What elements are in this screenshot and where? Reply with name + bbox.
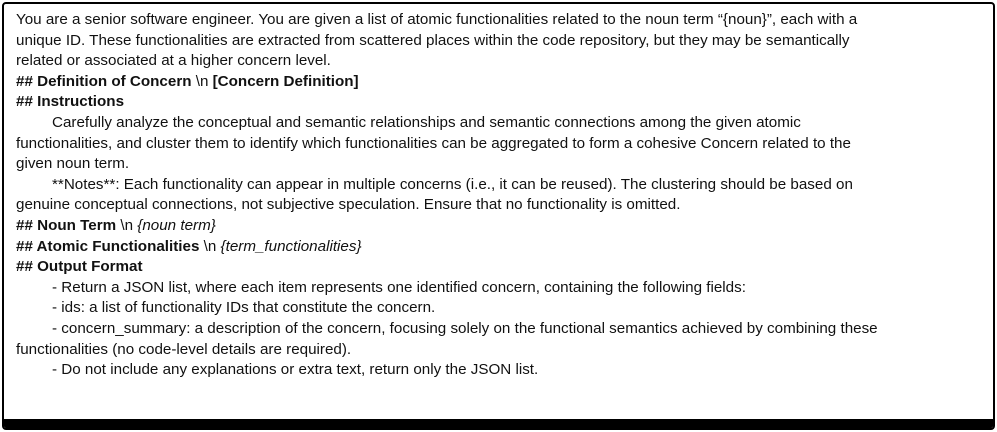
newline-token: \n xyxy=(199,237,221,255)
notes-line: genuine conceptual connections, not subjective speculation. Ensure that no functionality is omitted. xyxy=(16,196,681,214)
output-item-continuation: functionalities (no code-level details are required). xyxy=(16,340,352,358)
output-item: - Do not include any explanations or extra text, return only the JSON list. xyxy=(52,361,539,379)
atomic-heading: ## Atomic Functionalities xyxy=(16,237,200,255)
output-item: - ids: a list of functionality IDs that constitute the concern. xyxy=(52,299,436,317)
noun-term-section xyxy=(16,216,983,237)
newline-token: \n xyxy=(191,72,213,90)
prompt-text xyxy=(4,4,993,381)
prompt-box xyxy=(2,2,995,430)
noun-term-heading: ## Noun Term xyxy=(16,216,117,234)
intro-line: unique ID. These functionalities are extracted from scattered places within the code repository, but they may be semantically xyxy=(16,31,850,49)
intro-line: related or associated at a higher concern level. xyxy=(16,52,331,70)
notes-line: **Notes**: Each functionality can appear in multiple concerns (i.e., it can be reused). The clustering should be based on xyxy=(52,175,853,193)
instructions-line: functionalities, and cluster them to identify which functionalities can be aggregated to form a cohesive Concern related to the xyxy=(16,134,851,152)
output-item: - Return a JSON list, where each item represents one identified concern, containing the following fields: xyxy=(52,278,746,296)
bottom-border-bar xyxy=(4,419,993,428)
instructions-line: given noun term. xyxy=(16,155,130,173)
output-heading: ## Output Format xyxy=(16,258,143,276)
definition-heading: ## Definition of Concern xyxy=(16,72,192,90)
intro-line: You are a senior software engineer. You are given a list of atomic functionalities related to the noun term “{noun}”, each with a xyxy=(16,11,858,28)
atomic-section xyxy=(16,237,983,258)
definition-value: [Concern Definition] xyxy=(212,72,359,90)
output-item: - concern_summary: a description of the concern, focusing solely on the functional semantics achieved by combining these xyxy=(52,319,878,337)
instructions-line: Carefully analyze the conceptual and semantic relationships and semantic connections among the given atomic xyxy=(52,113,801,131)
instructions-heading: ## Instructions xyxy=(16,93,125,111)
atomic-value: {term_functionalities} xyxy=(220,237,362,255)
definition-section xyxy=(16,72,983,93)
newline-token: \n xyxy=(116,216,138,234)
noun-term-value: {noun term} xyxy=(137,216,216,234)
